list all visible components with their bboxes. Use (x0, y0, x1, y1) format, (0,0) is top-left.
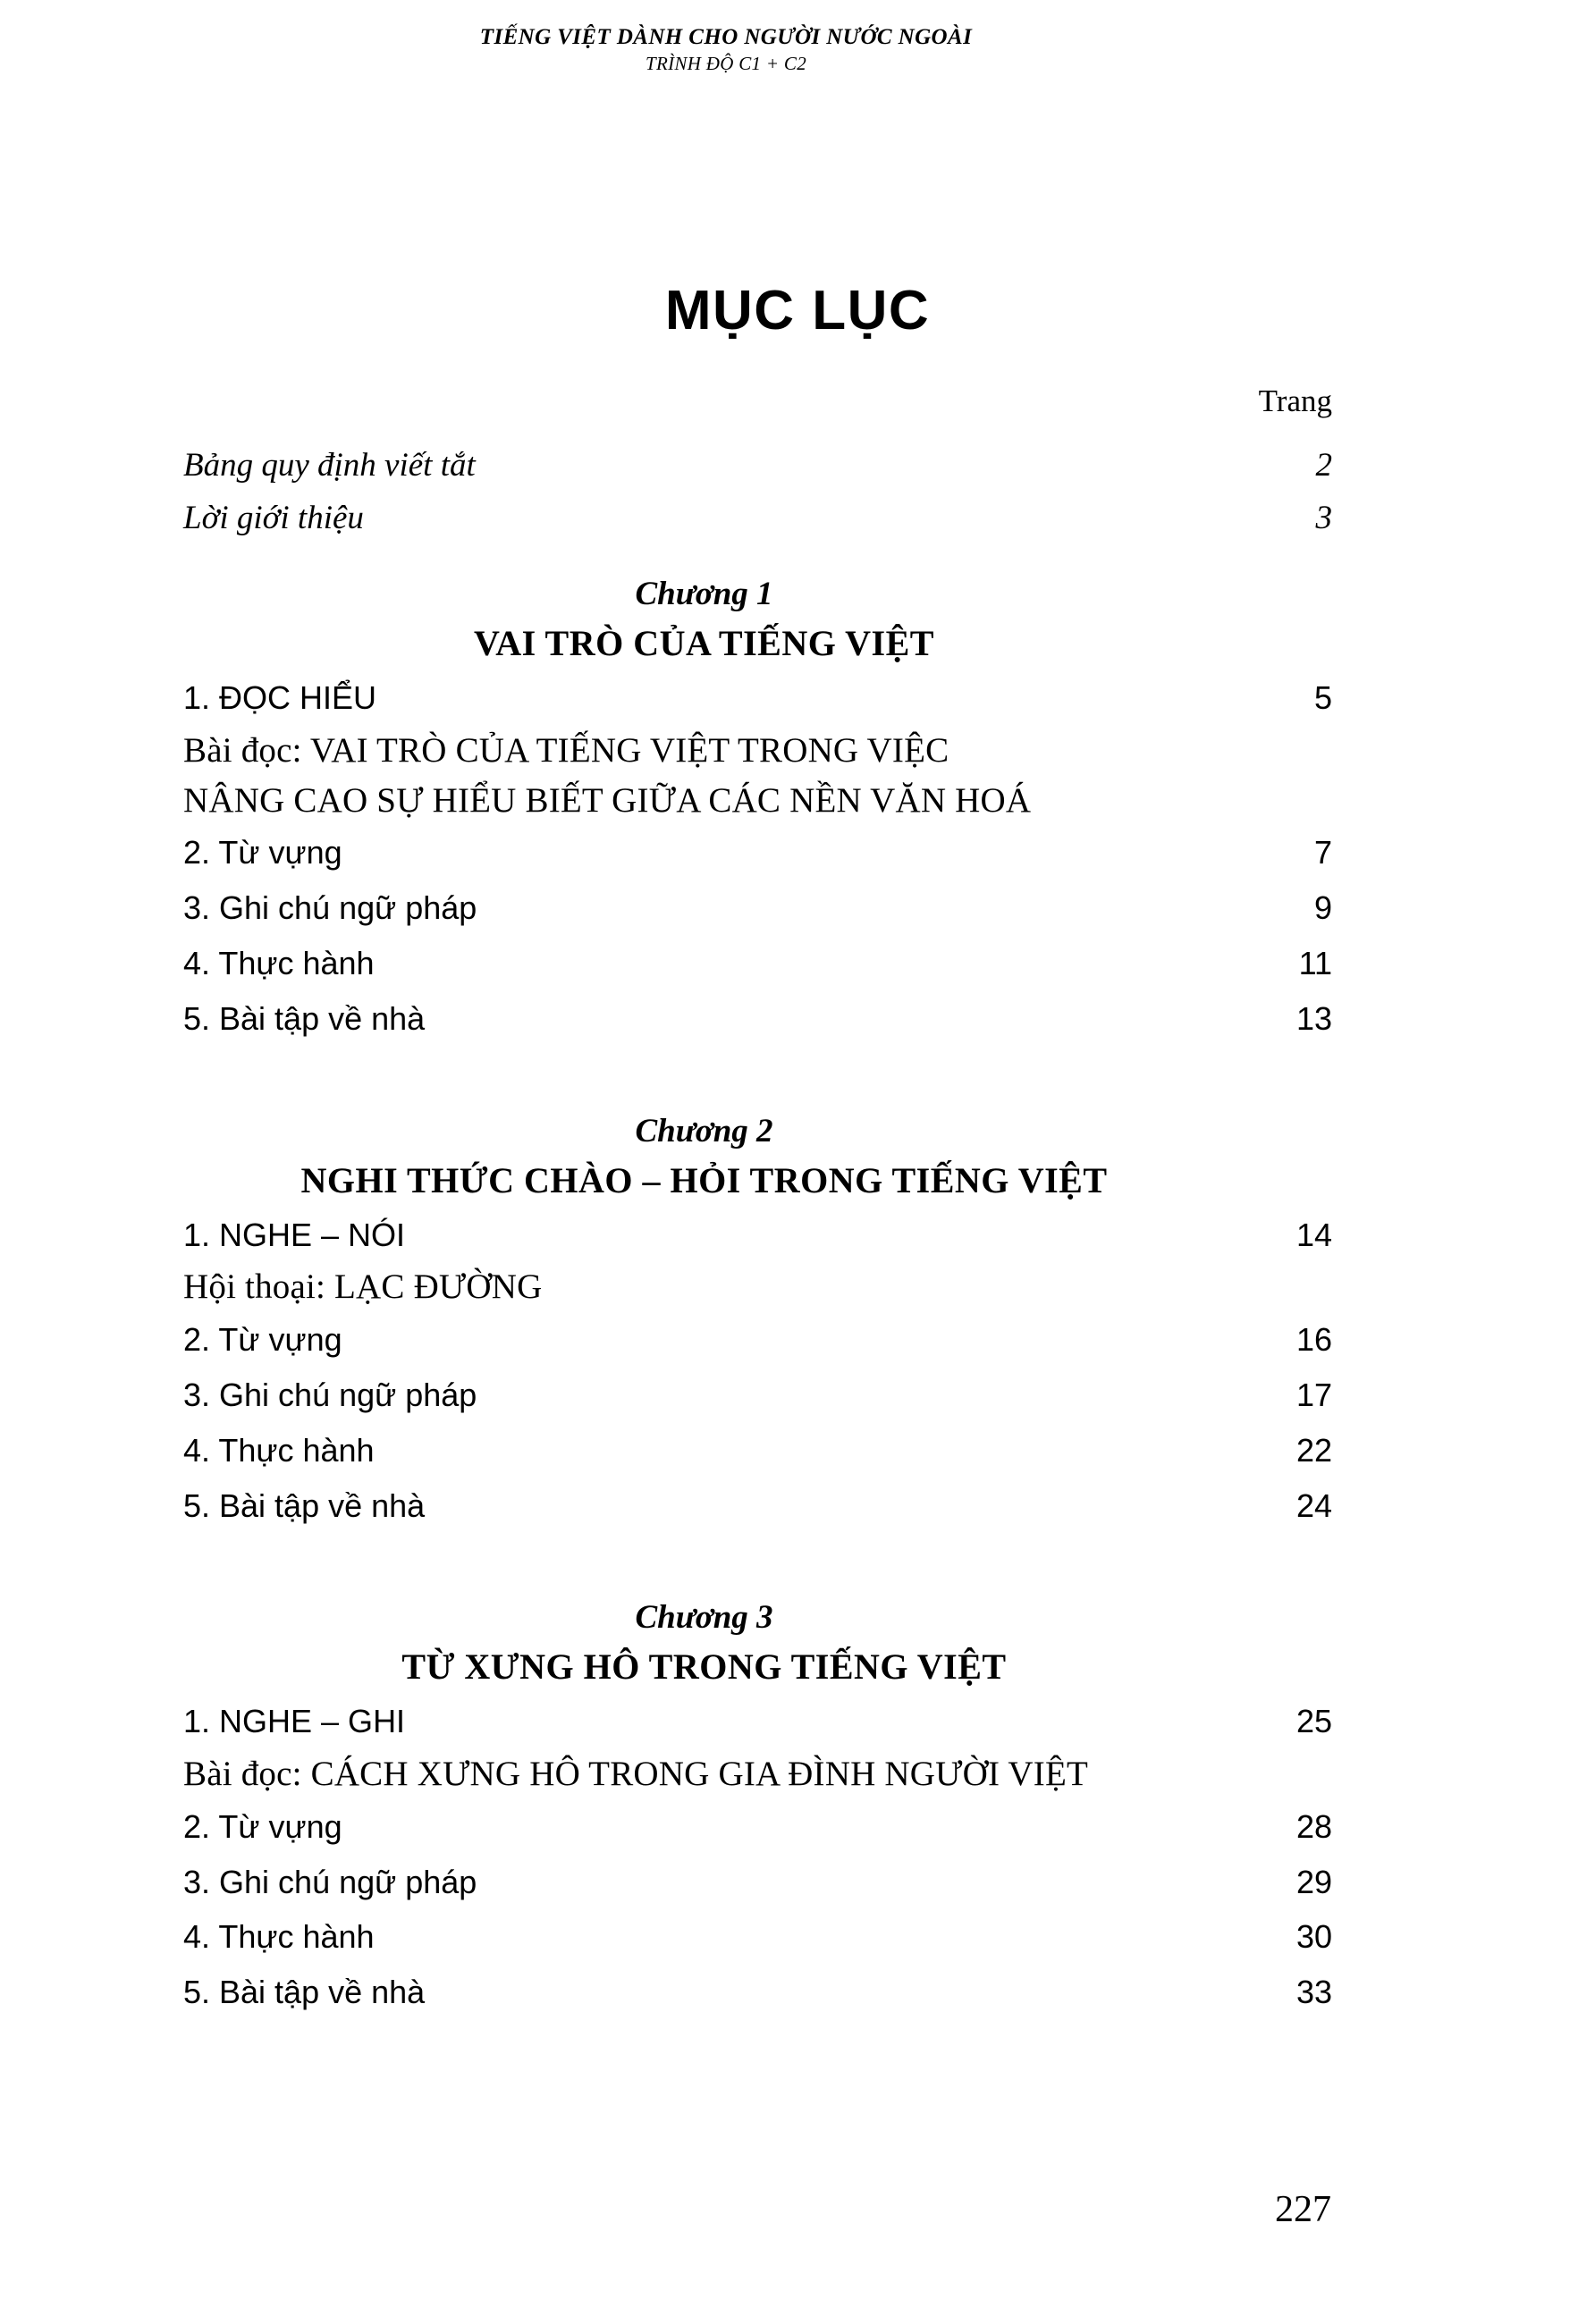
toc-content (183, 384, 1332, 2020)
chapter-title-3: TỪ XƯNG HÔ TRONG TIẾNG VIỆT (401, 1646, 1007, 1688)
footer-page-number: 227 (1275, 2189, 1331, 2230)
chapter-block-3 (183, 1596, 1332, 2020)
toc-entry-page: 25 (1295, 1703, 1332, 1740)
toc-entry-page: 22 (1295, 1431, 1332, 1469)
spacer (183, 1533, 1332, 1569)
chapter-number-1: Chương 1 (635, 576, 773, 613)
toc-entry-page: 33 (1295, 1974, 1332, 2011)
toc-entry-page: 29 (1295, 1863, 1332, 1900)
toc-entry-label: 2. Từ vựng (183, 1807, 342, 1845)
toc-reading-line-c1-0: Bài đọc: VAI TRÒ CỦA TIẾNG VIỆT TRONG VIỆC (183, 731, 949, 770)
toc-entry-page: 7 (1313, 833, 1332, 871)
page-title: MỤC LỤC (664, 280, 931, 341)
toc-entry-page: 5 (1313, 679, 1332, 717)
spacer (183, 1047, 1332, 1082)
toc-entry-label: 5. Bài tập về nhà (183, 999, 426, 1037)
toc-entry-c2-3[interactable] (183, 1368, 1332, 1423)
toc-entry-page: 16 (1295, 1320, 1332, 1358)
toc-entry-front-0[interactable] (183, 439, 1332, 493)
toc-entry-page: 30 (1295, 1918, 1332, 1956)
toc-entry-label: 2. Từ vựng (183, 833, 342, 871)
toc-entry-page: 28 (1295, 1807, 1332, 1845)
toc-reading-line-c1-1: NÂNG CAO SỰ HIỂU BIẾT GIỮA CÁC NỀN VĂN HOÁ (183, 780, 1032, 820)
toc-entry-label: 3. Ghi chú ngữ pháp (183, 1376, 477, 1413)
chapter-number-3: Chương 3 (635, 1599, 773, 1637)
running-header-title: TIẾNG VIỆT DÀNH CHO NGƯỜI NƯỚC NGOÀI (479, 25, 973, 49)
toc-entry-label: 4. Thực hành (183, 1431, 375, 1469)
toc-entry-label: 1. NGHE – NÓI (183, 1216, 406, 1253)
toc-entry-page: 17 (1295, 1376, 1332, 1413)
toc-reading-line-c2-0: Hội thoại: LẠC ĐƯỜNG (183, 1267, 543, 1307)
page-column-header: Trang (1258, 383, 1332, 418)
toc-entry-label: 1. ĐỌC HIỂU (183, 679, 377, 717)
chapter-number-2: Chương 2 (635, 1112, 773, 1149)
toc-entry-label: Bảng quy định viết tắt (183, 446, 476, 484)
toc-entry-c1-1[interactable] (183, 670, 1332, 726)
toc-entry-page: 2 (1315, 446, 1332, 484)
toc-entry-label: Lời giới thiệu (183, 500, 364, 537)
toc-entry-page: 9 (1313, 888, 1332, 926)
toc-entry-front-1[interactable] (183, 492, 1332, 545)
toc-entry-label: 4. Thực hành (183, 1918, 375, 1956)
toc-reading-line-c3-0: Bài đọc: CÁCH XƯNG HÔ TRONG GIA ĐÌNH NGƯỜI VIỆT (183, 1755, 1088, 1794)
toc-entry-c3-5[interactable] (183, 1965, 1332, 2020)
toc-entry-c3-4[interactable] (183, 1909, 1332, 1965)
toc-entry-c1-2[interactable] (183, 825, 1332, 880)
toc-entry-c2-2[interactable] (183, 1312, 1332, 1368)
toc-entry-c2-1[interactable] (183, 1208, 1332, 1263)
chapter-block-1 (183, 572, 1332, 1046)
toc-entry-c3-1[interactable] (183, 1694, 1332, 1749)
toc-entry-label: 3. Ghi chú ngữ pháp (183, 1863, 477, 1900)
toc-entry-label: 5. Bài tập về nhà (183, 1486, 426, 1524)
toc-entry-label: 2. Từ vựng (183, 1320, 342, 1358)
toc-entry-c2-5[interactable] (183, 1478, 1332, 1534)
toc-entry-label: 1. NGHE – GHI (183, 1703, 406, 1740)
toc-entry-c1-4[interactable] (183, 936, 1332, 991)
toc-entry-page: 14 (1295, 1216, 1332, 1253)
toc-entry-label: 3. Ghi chú ngữ pháp (183, 888, 477, 926)
toc-entry-page: 24 (1295, 1486, 1332, 1524)
toc-entry-c1-3[interactable] (183, 880, 1332, 936)
toc-entry-page: 3 (1315, 500, 1332, 537)
chapter-title-2: NGHI THỨC CHÀO – HỎI TRONG TIẾNG VIỆT (300, 1159, 1108, 1200)
chapter-block-2 (183, 1109, 1332, 1534)
toc-entry-label: 5. Bài tập về nhà (183, 1974, 426, 2011)
toc-entry-c3-3[interactable] (183, 1855, 1332, 1910)
toc-entry-page: 13 (1295, 999, 1332, 1037)
toc-entry-c1-5[interactable] (183, 991, 1332, 1047)
toc-entry-page: 11 (1298, 944, 1332, 981)
chapter-title-1: VAI TRÒ CỦA TIẾNG VIỆT (474, 623, 934, 664)
running-header-subtitle: TRÌNH ĐỘ C1 + C2 (646, 52, 806, 74)
toc-entry-c3-2[interactable] (183, 1799, 1332, 1855)
toc-entry-label: 4. Thực hành (183, 944, 375, 981)
toc-entry-c2-4[interactable] (183, 1423, 1332, 1478)
running-header (0, 25, 1595, 76)
